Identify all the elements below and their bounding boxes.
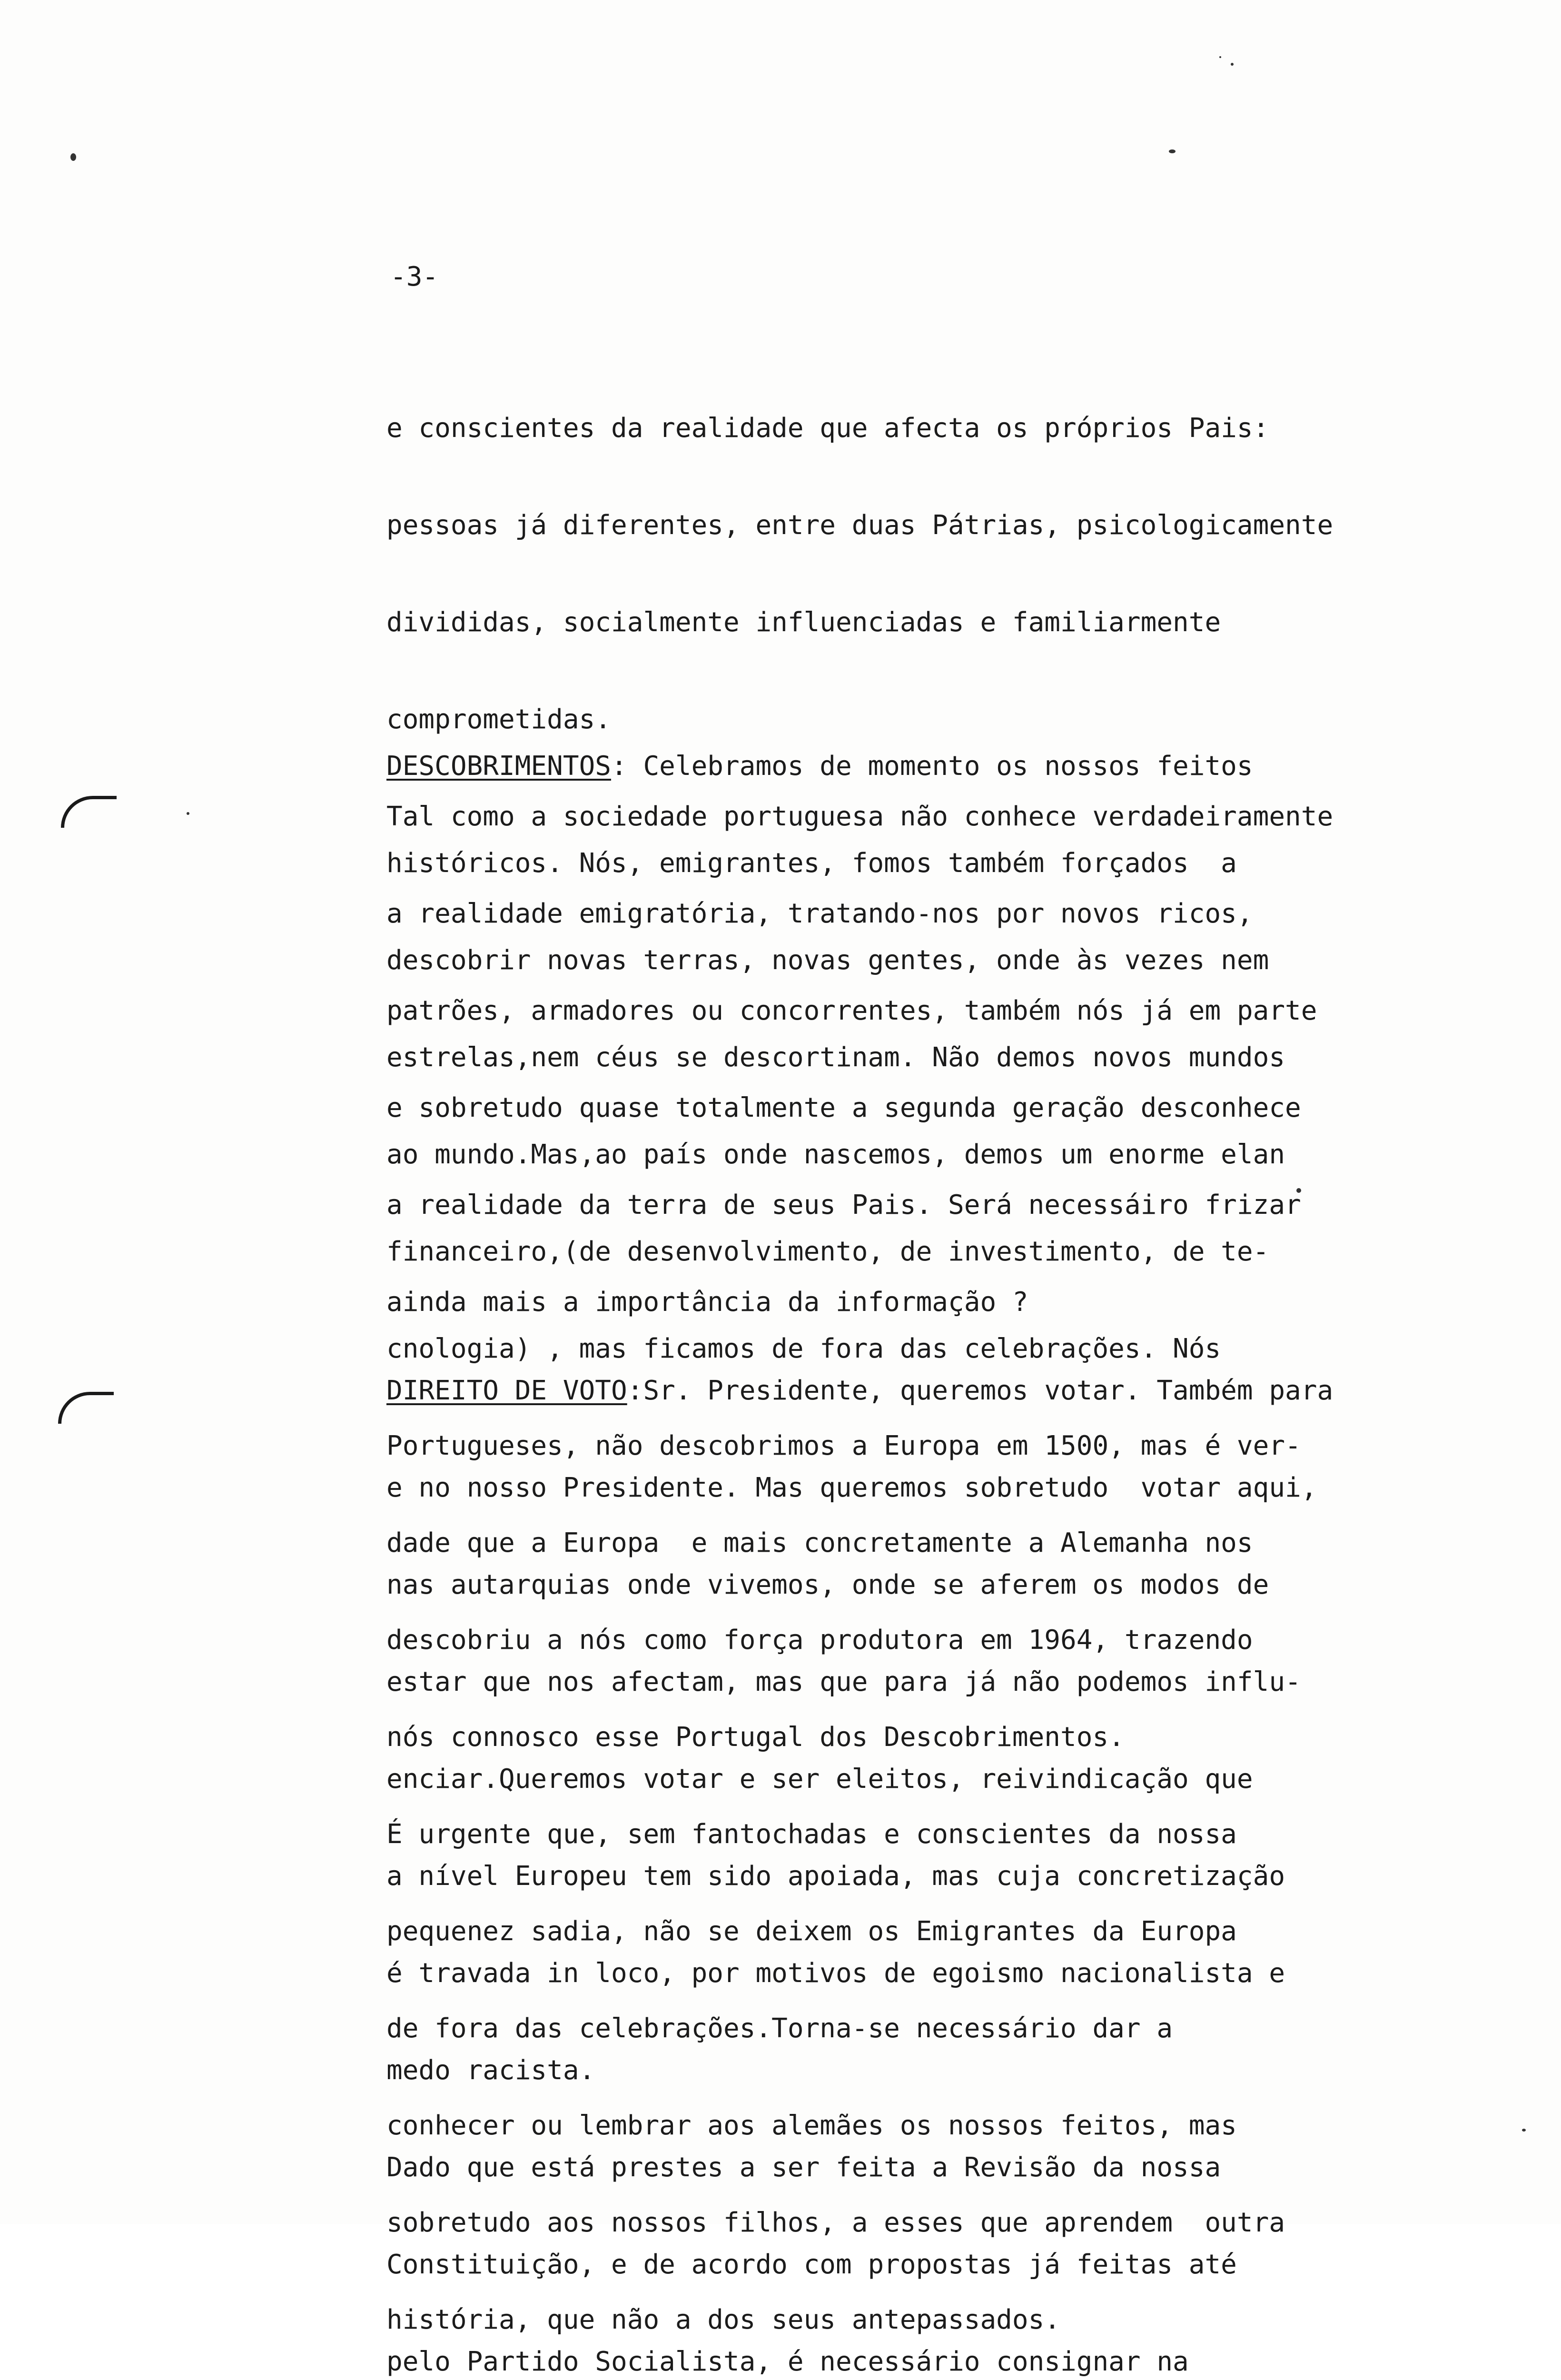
section-first-line <box>386 1375 1357 1407</box>
scan-speck <box>1231 63 1234 66</box>
text-line: ainda mais a importância da informação ? <box>386 1287 1028 1318</box>
text-line: e no nosso Presidente. Mas queremos sobretudo votar aqui, <box>386 1472 1317 1503</box>
text-line: É urgente que, sem fantochadas e conscientes da nossa <box>386 1819 1237 1850</box>
text-line: descobrir novas terras, novas gentes, onde às vezes nem <box>386 945 1269 976</box>
text-line: financeiro,(de desenvolvimento, de investimento, de te- <box>386 1236 1269 1267</box>
scan-speck <box>70 153 76 161</box>
text-line: sobretudo aos nossos filhos, a esses que aprendem outra <box>386 2207 1285 2238</box>
section-first-line <box>386 750 1357 783</box>
text-line: históricos. Nós, emigrantes, fomos também forçados a <box>386 848 1237 879</box>
section-heading-direito-de-voto: DIREITO DE VOTO <box>386 1375 627 1406</box>
margin-mark <box>58 1392 114 1424</box>
text-fragment: : Celebramos de momento os nossos feitos <box>611 751 1253 782</box>
text-line: história, que não a dos seus antepassados. <box>386 2304 1061 2335</box>
text-line: e conscientes da realidade que afecta os próprios Pais: <box>386 413 1269 444</box>
text-line: patrões, armadores ou concorrentes, também nós já em parte <box>386 995 1317 1026</box>
text-line: pequenez sadia, não se deixem os Emigrantes da Europa <box>386 1916 1237 1947</box>
text-line: descobriu a nós como força produtora em 1964, trazendo <box>386 1625 1253 1656</box>
section-direito-de-voto <box>386 1310 1357 2380</box>
scan-speck <box>1169 149 1176 153</box>
text-line: conhecer ou lembrar aos alemães os nossos feitos, mas <box>386 2110 1237 2141</box>
text-line: divididas, socialmente influenciadas e familiarmente <box>386 607 1221 638</box>
text-line: ao mundo.Mas,ao país onde nascemos, demos um enorme elan <box>386 1139 1285 1170</box>
text-line: estrelas,nem céus se descortinam. Não demos novos mundos <box>386 1042 1285 1073</box>
text-line: estar que nos afectam, mas que para já não podemos influ- <box>386 1666 1301 1697</box>
scan-speck <box>187 812 189 815</box>
text-line: Constituição, e de acordo com propostas já feitas até <box>386 2249 1237 2280</box>
text-line: é travada in loco, por motivos de egoismo nacionalista e <box>386 1958 1285 1989</box>
text-line: a nível Europeu tem sido apoiada, mas cuja concretização <box>386 1861 1285 1892</box>
text-line: a realidade da terra de seus Pais. Será necessáiro frizar <box>386 1190 1301 1220</box>
text-fragment: :Sr. Presidente, queremos votar. Também para <box>627 1375 1334 1406</box>
page-number: -3- <box>390 261 439 292</box>
text-line: e sobretudo quase totalmente a segunda geração desconhece <box>386 1092 1301 1123</box>
scan-speck <box>1522 2129 1526 2132</box>
section-heading-descobrimentos: DESCOBRIMENTOS <box>386 751 612 782</box>
text-line: cnologia) , mas ficamos de fora das celebrações. Nós <box>386 1333 1221 1364</box>
text-line: Tal como a sociedade portuguesa não conhece verdadeiramente <box>386 801 1334 832</box>
text-line: dade que a Europa e mais concretamente a Alemanha nos <box>386 1527 1253 1558</box>
scan-speck <box>1219 56 1221 58</box>
text-line: de fora das celebrações.Torna-se necessário dar a <box>386 2013 1173 2044</box>
text-line: pessoas já diferentes, entre duas Pátrias, psicologicamente <box>386 510 1334 541</box>
text-line: Portugueses, não descobrimos a Europa em 1500, mas é ver- <box>386 1430 1301 1461</box>
margin-mark <box>61 796 117 828</box>
text-line: nós connosco esse Portugal dos Descobrimentos. <box>386 1722 1125 1753</box>
text-line: medo racista. <box>386 2055 595 2086</box>
text-line: enciar.Queremos votar e ser eleitos, reivindicação que <box>386 1764 1253 1795</box>
text-line: comprometidas. <box>386 704 612 735</box>
text-line: a realidade emigratória, tratando-nos por novos ricos, <box>386 898 1253 929</box>
text-line: Dado que está prestes a ser feita a Revisão da nossa <box>386 2152 1221 2183</box>
text-line: pelo Partido Socialista, é necessário consignar na <box>386 2346 1189 2377</box>
text-line: nas autarquias onde vivemos, onde se aferem os modos de <box>386 1569 1269 1600</box>
